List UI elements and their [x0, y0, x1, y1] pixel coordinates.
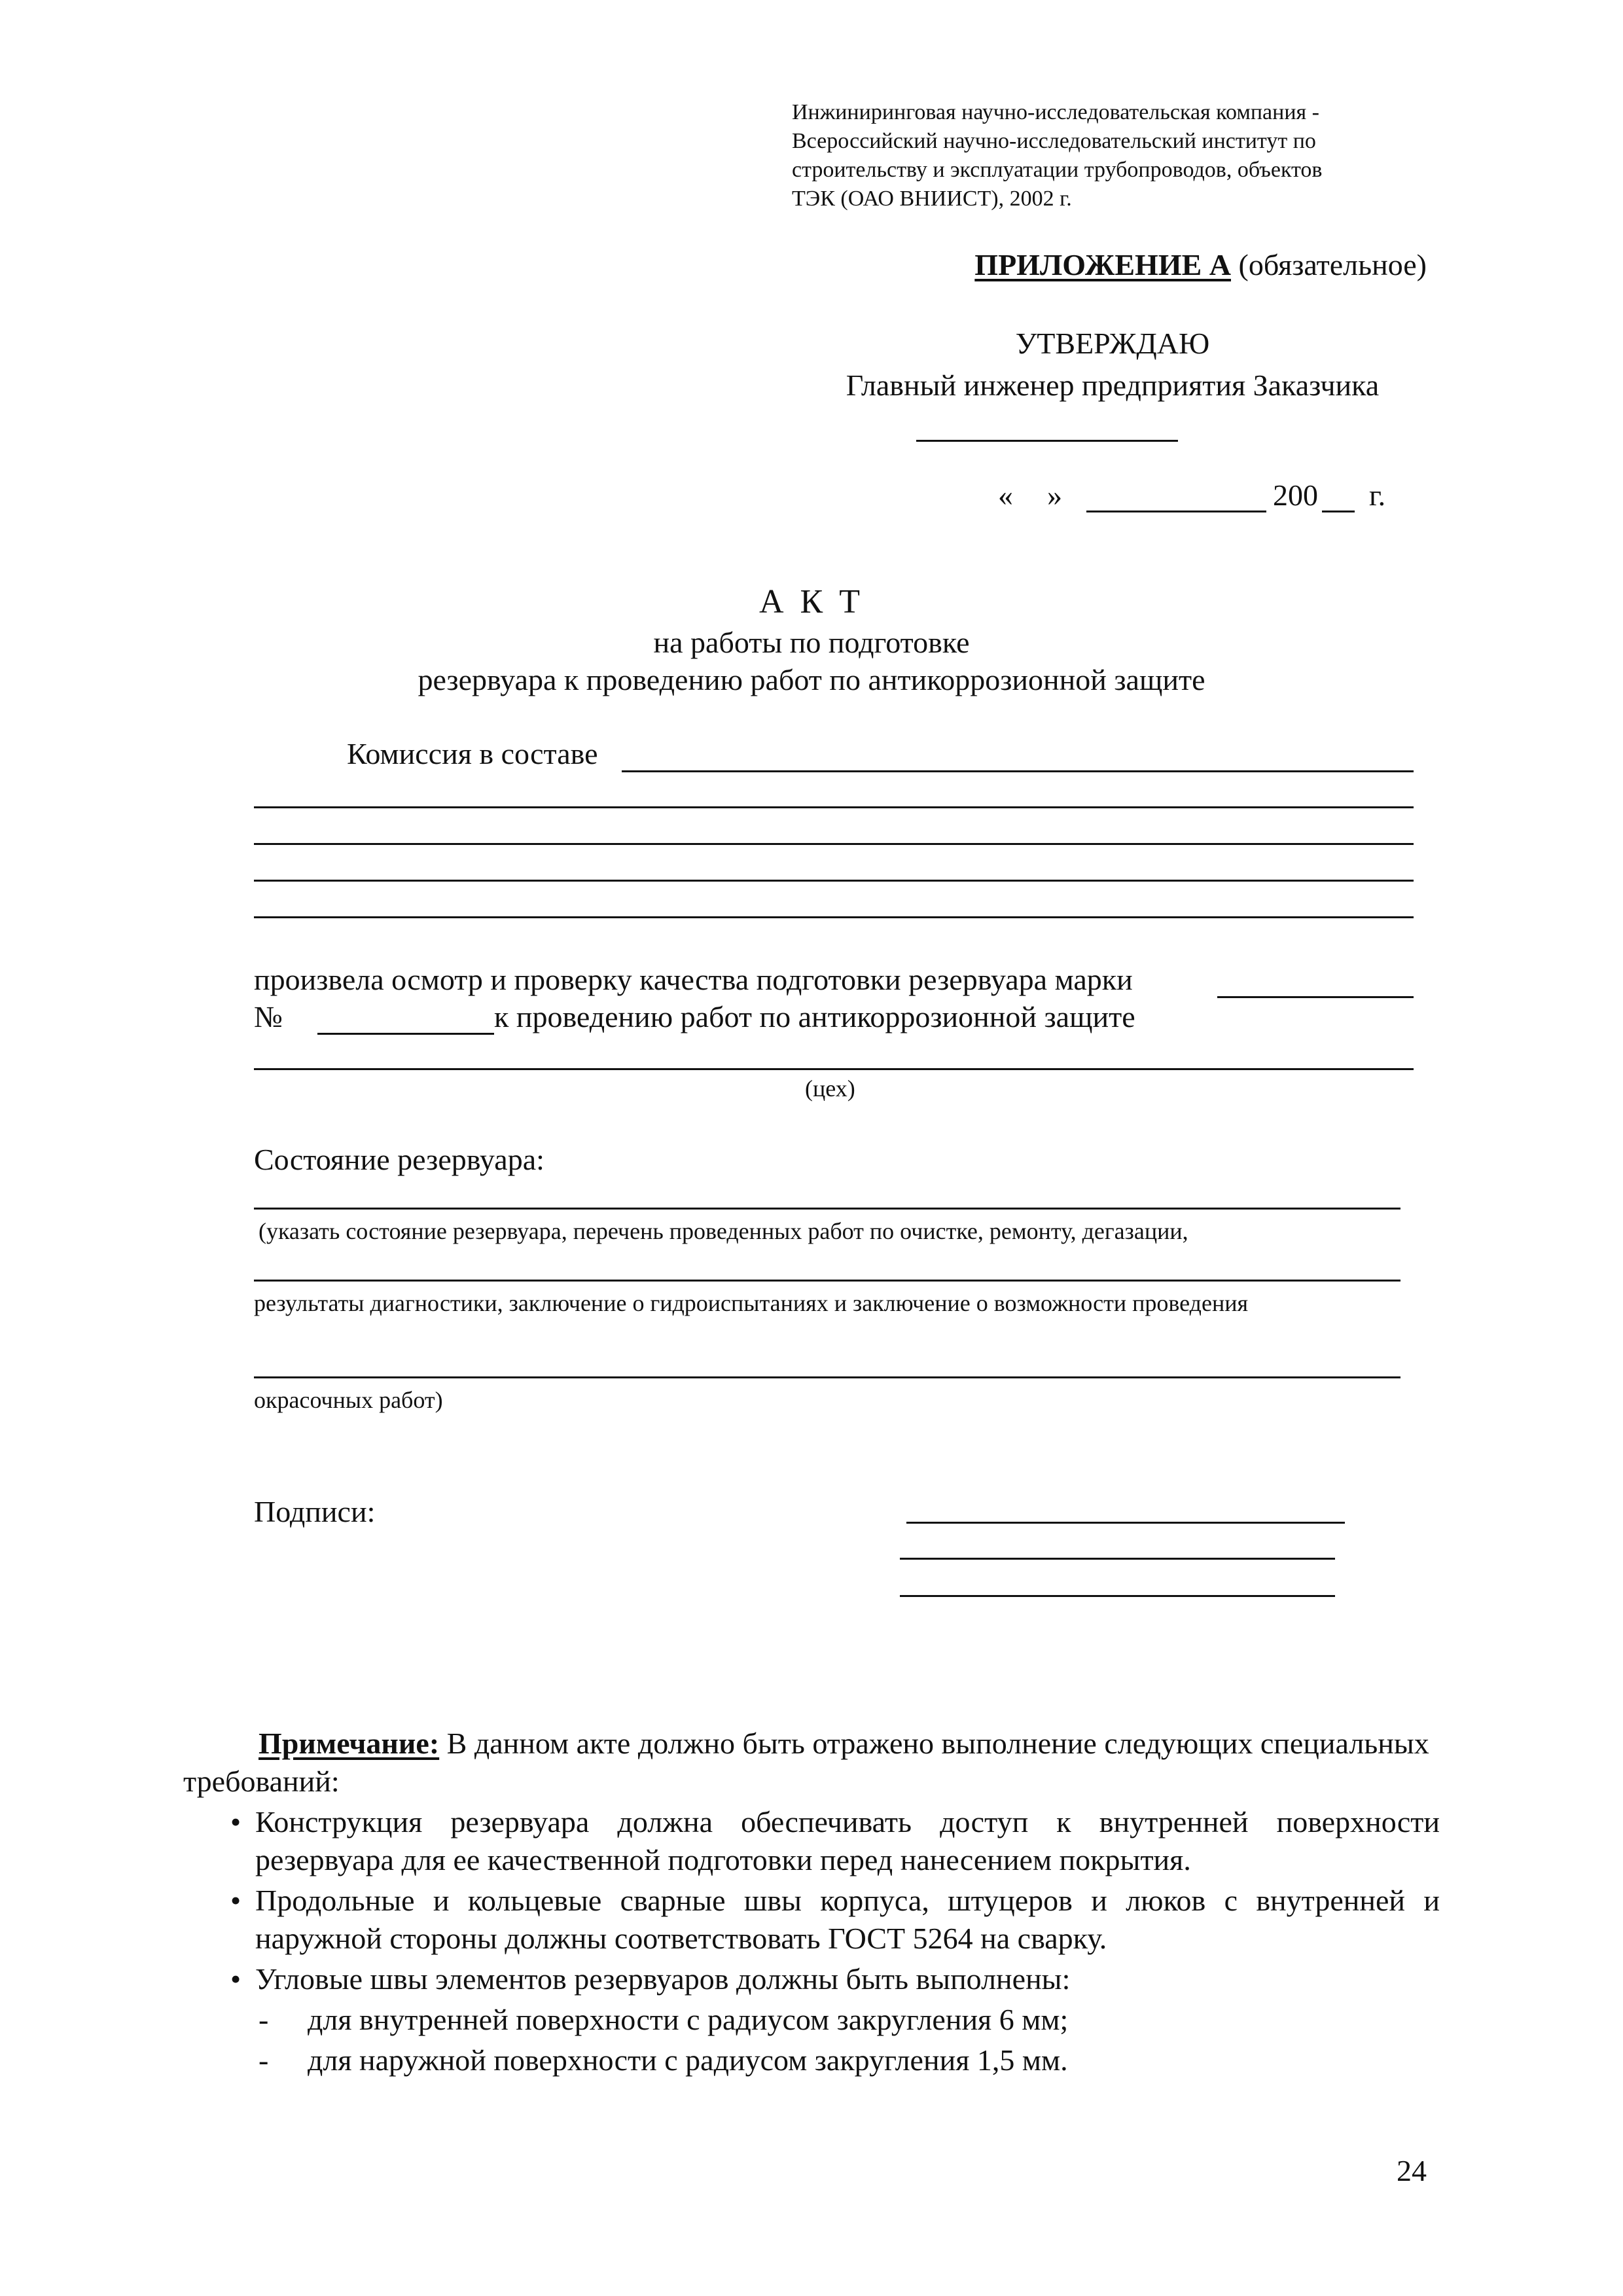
date-open-quote: «	[998, 478, 1013, 512]
note-bullet-item: • Продольные и кольцевые сварные швы корпуса, штуцеров и люков с внутренней и наружной стороны должны соответствовать ГОСТ 5264 на сварку.	[183, 1882, 1440, 1958]
org-line: Инжиниринговая научно-исследовательская компания -	[792, 100, 1319, 124]
protection-text: к проведению работ по антикоррозионной защите	[494, 1000, 1135, 1033]
note-heading: Примечание:	[259, 1727, 440, 1760]
note-bullet-item: • Угловые швы элементов резервуаров должны быть выполнены:	[183, 1960, 1440, 1998]
organization-header	[792, 98, 1446, 213]
workshop-field-line[interactable]	[254, 1068, 1414, 1070]
note-dash-item: - для внутренней поверхности с радиусом закругления 6 мм;	[183, 2001, 1440, 2039]
note-bullet-item: • Конструкция резервуара должна обеспечивать доступ к внутренней поверхности резервуара для ее качественной подготовки перед нанесением покрытия.	[183, 1803, 1440, 1879]
number-sign: №	[254, 1000, 283, 1033]
org-line: строительству и эксплуатации трубопроводов, объектов	[792, 158, 1323, 182]
condition-field-line[interactable]	[254, 1280, 1400, 1282]
note-intro	[183, 1725, 1440, 1801]
condition-field-line[interactable]	[254, 1208, 1400, 1210]
workshop-caption: (цех)	[805, 1075, 855, 1102]
condition-hint: окрасочных работ)	[254, 1387, 443, 1413]
note-section	[183, 1725, 1440, 2082]
approval-position: Главный инженер предприятия Заказчика	[846, 368, 1380, 402]
condition-hint: (указать состояние резервуара, перечень проведенных работ по очистке, ремонту, дегазации,	[259, 1218, 1188, 1244]
date-year: 200	[1273, 478, 1318, 512]
signatures-label: Подписи:	[254, 1495, 376, 1528]
note-list	[183, 1803, 1440, 2079]
appendix-heading	[974, 247, 1427, 282]
appendix-note: (обязательное)	[1238, 248, 1427, 281]
commission-field-line[interactable]	[254, 916, 1414, 918]
commission-field-line[interactable]	[622, 770, 1414, 772]
inspection-text: произвела осмотр и проверку качества подготовки резервуара марки	[254, 963, 1133, 996]
signature-line[interactable]	[906, 1522, 1345, 1524]
org-line: ТЭК (ОАО ВНИИСТ), 2002 г.	[792, 187, 1072, 211]
approval-title: УТВЕРЖДАЮ	[1015, 327, 1210, 360]
signature-line[interactable]	[900, 1558, 1335, 1560]
act-title: А К Т	[759, 583, 864, 620]
condition-hint: результаты диагностики, заключение о гидроиспытаниях и заключение о возможности проведения	[254, 1290, 1249, 1316]
signature-line[interactable]	[900, 1595, 1335, 1597]
commission-field-line[interactable]	[254, 880, 1414, 882]
commission-label: Комиссия в составе	[347, 737, 598, 770]
act-subtitle: резервуара к проведению работ по антикоррозионной защите	[418, 663, 1205, 696]
date-month-line	[1086, 511, 1266, 512]
approval-signature-line	[916, 440, 1178, 442]
tank-brand-field-line[interactable]	[1217, 996, 1414, 998]
org-line: Всероссийский научно-исследовательский институт по	[792, 129, 1316, 153]
date-suffix: г.	[1369, 478, 1386, 512]
tank-number-field-line[interactable]	[317, 1033, 494, 1035]
condition-label: Состояние резервуара:	[254, 1143, 544, 1176]
page-number: 24	[1397, 2154, 1427, 2187]
condition-field-line[interactable]	[254, 1376, 1400, 1378]
note-dash-item: - для наружной поверхности с радиусом закругления 1,5 мм.	[183, 2041, 1440, 2079]
date-year-suffix-line	[1322, 511, 1355, 512]
commission-field-line[interactable]	[254, 843, 1414, 845]
act-subtitle: на работы по подготовке	[653, 626, 970, 659]
commission-field-line[interactable]	[254, 806, 1414, 808]
appendix-title: ПРИЛОЖЕНИЕ А	[974, 248, 1231, 281]
date-close-quote: »	[1047, 478, 1062, 512]
note-intro-text: В данном акте должно быть отражено выполнение следующих специальных требований:	[183, 1727, 1429, 1798]
